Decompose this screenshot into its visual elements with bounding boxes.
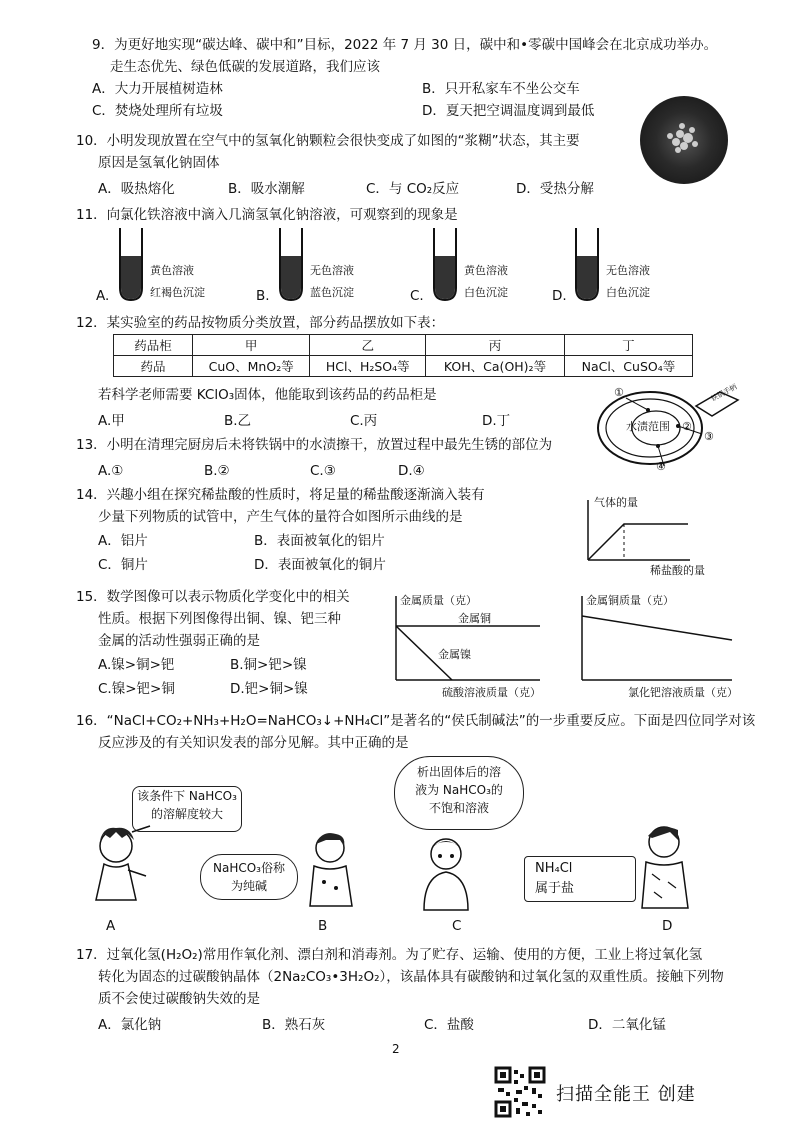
q15-g1-series-copper: 金属铜 <box>458 612 491 625</box>
q12-stem-line1: 12．某实验室的药品按物质分类放置，部分药品摆放如下表： <box>76 315 445 331</box>
q14-gas-graph <box>578 494 728 578</box>
q11-test-tube-options <box>96 226 716 306</box>
bubble-a-line1: 该条件下 NaHCO₃ <box>137 789 237 803</box>
q14-stem-line1: 14．兴趣小组在探究稀盐酸的性质时，将足量的稀盐酸逐渐滴入装有 <box>76 487 485 503</box>
bubble-c-line2: 液为 NaHCO₃的 <box>415 783 503 797</box>
q13-option-c: C.③ <box>310 463 336 479</box>
student-d-icon <box>630 818 700 912</box>
qr-code-icon <box>494 1066 546 1118</box>
q15-g2-xlabel: 氯化钯溶液质量（克） <box>628 686 738 699</box>
q14-graph-ylabel: 气体的量 <box>594 496 638 509</box>
q11-option-letter: C. <box>410 288 424 304</box>
q16-stem-line2: 反应涉及的有关知识发表的部分见解。其中正确的是 <box>98 735 409 751</box>
scanner-watermark: 扫描全能王 创建 <box>556 1084 696 1105</box>
q15-stem-line3: 金属的活动性强弱正确的是 <box>98 633 260 649</box>
table-cell: KOH、Ca(OH)₂等 <box>426 356 565 377</box>
q17-stem-line1: 17．过氧化氢(H₂O₂)常用作氧化剂、漂白剂和消毒剂。为了贮存、运输、使用的方便，工业上将过氧化氢 <box>76 947 703 963</box>
q10-option-b: B．吸水潮解 <box>228 181 305 197</box>
q12-stem-line2: 若科学老师需要 KClO₃固体，他能取到该药品的药品柜是 <box>98 387 437 403</box>
q11-stem: 11．向氯化铁溶液中滴入几滴氢氧化钠溶液，可观察到的现象是 <box>76 207 458 223</box>
bubble-b-line1: NaHCO₃俗称 <box>213 861 285 875</box>
q12-option-a: A.甲 <box>98 413 125 429</box>
table-cell: HCl、H₂SO₄等 <box>310 356 426 377</box>
q17-option-b: B．熟石灰 <box>262 1017 326 1033</box>
table-header-cell: 甲 <box>193 335 310 356</box>
table-cell: NaCl、CuSO₄等 <box>564 356 692 377</box>
q11-option-letter: A. <box>96 288 110 304</box>
q15-g1-xlabel: 硫酸溶液质量（克） <box>442 686 541 699</box>
question-12 <box>76 312 716 334</box>
q11-label-precipitate: 红褐色沉淀 <box>150 286 205 299</box>
q13-stem: 13．小明在清理完厨房后未将铁锅中的水渍擦干，放置过程中最先生锈的部位为 <box>76 437 553 453</box>
q14-option-c: C．铜片 <box>98 557 148 573</box>
bubble-c-line1: 析出固体后的溶 <box>416 765 501 779</box>
q11-label-solution: 黄色溶液 <box>150 264 194 277</box>
q11-option-d <box>552 226 712 306</box>
q10-option-c: C．与 CO₂反应 <box>366 181 460 197</box>
student-label-d: D <box>662 918 673 934</box>
q13-option-b: B.② <box>204 463 230 479</box>
q17-option-d: D．二氧化锰 <box>588 1017 666 1033</box>
question-10 <box>76 130 636 200</box>
position-mark-4: ④ <box>656 460 666 473</box>
q15-graph-2 <box>572 588 772 700</box>
q14-stem-line2: 少量下列物质的试管中，产生气体的量符合如图所示曲线的是 <box>98 509 463 525</box>
q17-option-a: A．氯化钠 <box>98 1017 162 1033</box>
q13-option-d: D.④ <box>398 463 425 479</box>
reagent-cabinet-table <box>113 334 693 377</box>
q17-option-c: C．盐酸 <box>424 1017 474 1033</box>
q15-option-b: B.铜>钯>镍 <box>230 657 307 673</box>
table-header-cell: 药品柜 <box>114 335 193 356</box>
q13-option-a: A.① <box>98 463 124 479</box>
student-label-c: C <box>452 918 462 934</box>
table-cell: CuO、MnO₂等 <box>193 356 310 377</box>
q14-option-a: A．铝片 <box>98 533 148 549</box>
q11-option-b <box>256 226 406 306</box>
q12-option-b: B.乙 <box>224 413 252 429</box>
bubble-b-line2: 为纯碱 <box>230 879 267 893</box>
page-number: 2 <box>392 1042 400 1056</box>
test-tube-icon <box>116 226 146 304</box>
q10-option-a: A．吸热熔化 <box>98 181 175 197</box>
q11-label-solution: 无色溶液 <box>606 264 650 277</box>
student-label-a: A <box>106 918 116 934</box>
water-stain-label: 水渍范围 <box>626 420 670 433</box>
q14-graph-xlabel: 稀盐酸的量 <box>650 564 705 577</box>
student-c-icon <box>410 832 482 912</box>
question-11 <box>76 204 716 226</box>
q15-option-d: D.钯>铜>镍 <box>230 681 308 697</box>
q9-stem-line2: 走生态优先、绿色低碳的发展道路，我们应该 <box>110 59 380 75</box>
q15-stem-line2: 性质。根据下列图像得出铜、镍、钯三种 <box>98 611 341 627</box>
test-tube-icon <box>430 226 460 304</box>
q17-stem-line3: 质不会使过碳酸钠失效的是 <box>98 991 260 1007</box>
q11-option-c <box>410 226 560 306</box>
bubble-d-line2: 属于盐 <box>535 881 575 896</box>
q11-label-precipitate: 白色沉淀 <box>464 286 508 299</box>
q16-stem-line1: 16．“NaCl+CO₂+NH₃+H₂O=NaHCO₃↓+NH₄Cl”是著名的“侯氏制碱法”的一步重要反应。下面是四位同学对该 <box>76 713 756 729</box>
q10-stem-line2: 原因是氢氧化钠固体 <box>98 155 220 171</box>
q11-option-a <box>96 226 246 306</box>
q15-graph-1 <box>390 588 560 700</box>
table-row <box>114 356 693 377</box>
q12-option-c: C.丙 <box>350 413 378 429</box>
table-header-cell: 丙 <box>426 335 565 356</box>
q11-label-solution: 黄色溶液 <box>464 264 508 277</box>
question-16 <box>76 710 776 754</box>
question-15 <box>76 586 386 700</box>
question-13 <box>76 434 616 482</box>
student-a-icon <box>80 820 160 910</box>
q9-option-d: D．夏天把空调温度调到最低 <box>422 103 595 119</box>
pan-handle-label: 铁锅手柄 <box>709 382 739 404</box>
q10-option-d: D．受热分解 <box>516 181 594 197</box>
table-header-row <box>114 335 693 356</box>
q11-label-precipitate: 白色沉淀 <box>606 286 650 299</box>
q9-stem-line1: 9．为更好地实现“碳达峰、碳中和”目标，2022 年 7 月 30 日，碳中和•零碳中国峰会在北京成功举办。 <box>92 37 718 53</box>
question-17 <box>76 944 776 1036</box>
bubble-c-line3: 不饱和溶液 <box>428 801 489 815</box>
q15-option-a: A.镍>铜>钯 <box>98 657 175 673</box>
q11-label-precipitate: 蓝色沉淀 <box>310 286 354 299</box>
q15-stem-line1: 15．数学图像可以表示物质化学变化中的相关 <box>76 589 350 605</box>
q9-option-b: B．只开私家车不坐公交车 <box>422 81 580 97</box>
position-mark-2: ② <box>682 420 692 433</box>
q12-option-d: D.丁 <box>482 413 511 429</box>
test-tube-icon <box>572 226 602 304</box>
table-cell: 药品 <box>114 356 193 377</box>
speech-bubble-d <box>524 856 636 902</box>
question-12-part2 <box>98 384 618 432</box>
speech-bubble-b <box>200 854 298 900</box>
position-mark-3: ③ <box>704 430 714 443</box>
table-header-cell: 丁 <box>564 335 692 356</box>
question-14 <box>76 484 576 576</box>
q9-option-a: A．大力开展植树造林 <box>92 81 223 97</box>
bubble-a-line2: 的溶解度较大 <box>150 807 223 821</box>
table-header-cell: 乙 <box>310 335 426 356</box>
q14-option-b: B．表面被氧化的铝片 <box>254 533 385 549</box>
student-b-icon <box>296 826 366 912</box>
q15-option-c: C.镍>钯>铜 <box>98 681 175 697</box>
naoh-paste-photo <box>640 96 728 184</box>
q14-option-d: D．表面被氧化的铜片 <box>254 557 386 573</box>
q10-stem-line1: 10．小明发现放置在空气中的氢氧化钠颗粒会很快变成了如图的“浆糊”状态，其主要 <box>76 133 580 149</box>
q11-option-letter: B. <box>256 288 270 304</box>
bubble-d-line1: NH₄Cl <box>535 861 573 876</box>
q11-option-letter: D. <box>552 288 567 304</box>
test-tube-icon <box>276 226 306 304</box>
q17-stem-line2: 转化为固态的过碳酸钠晶体（2Na₂CO₃•3H₂O₂），该晶体具有碳酸钠和过氧化氢的双重性质。接触下列物 <box>98 969 724 985</box>
q11-label-solution: 无色溶液 <box>310 264 354 277</box>
q15-g1-series-nickel: 金属镍 <box>438 648 471 661</box>
q9-option-c: C．焚烧处理所有垃圾 <box>92 103 223 119</box>
q15-g1-ylabel: 金属质量（克） <box>400 594 477 607</box>
student-label-b: B <box>318 918 328 934</box>
speech-bubble-c <box>394 756 524 830</box>
position-mark-1: ① <box>614 386 624 399</box>
q15-g2-ylabel: 金属铜质量（克） <box>586 594 674 607</box>
